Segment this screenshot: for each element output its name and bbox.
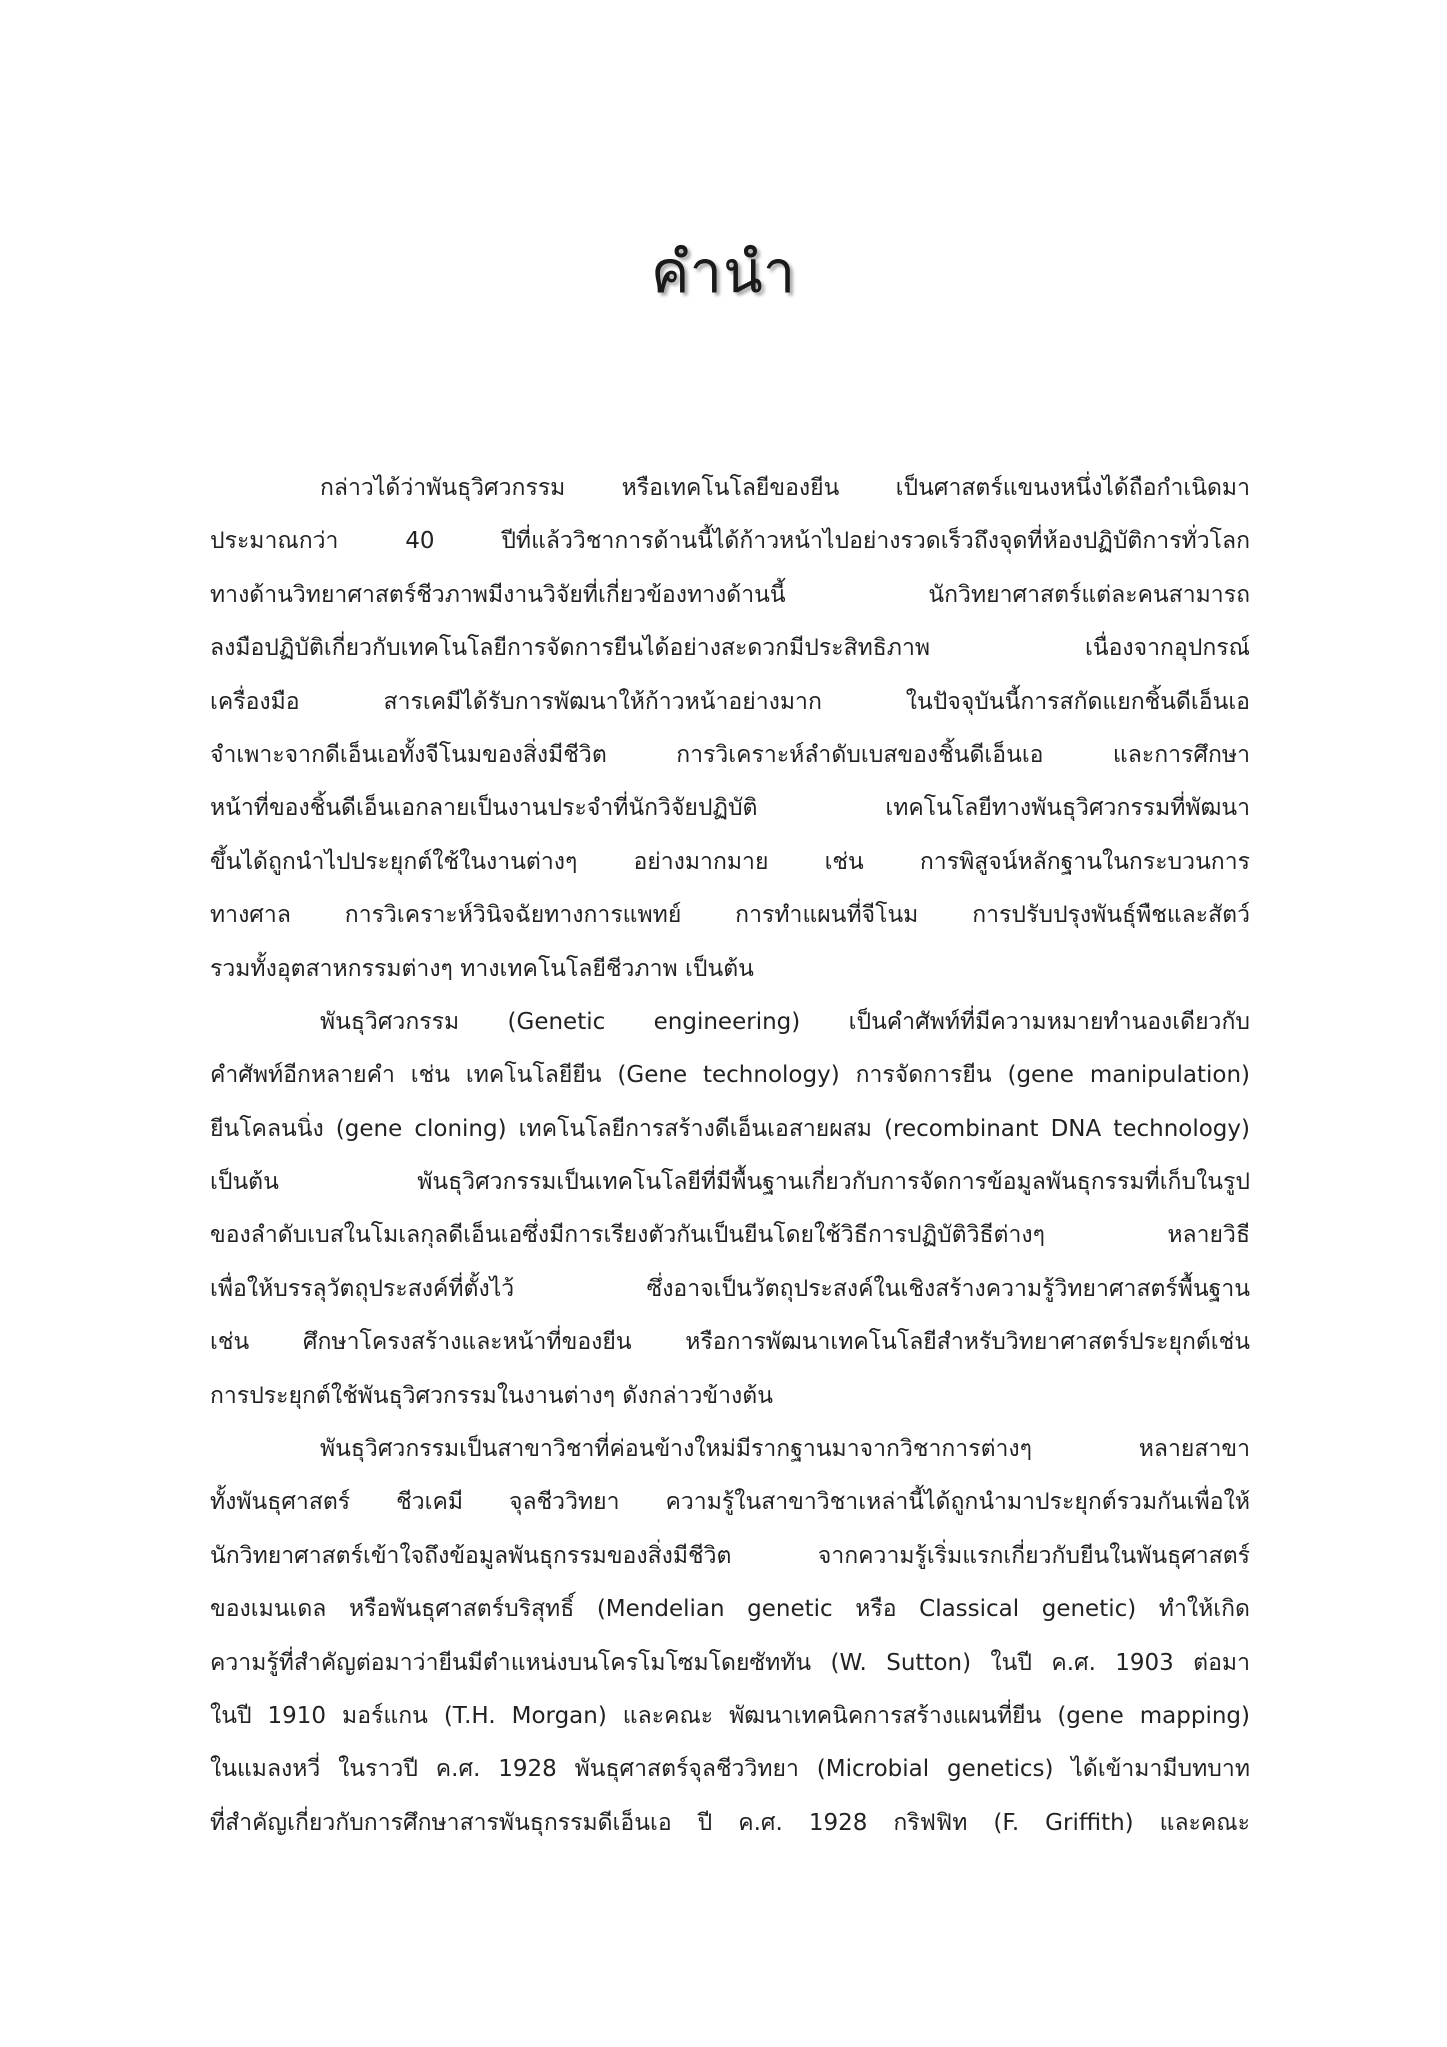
paragraph-line: ทั้งพันธุศาสตร์ ชีวเคมี จุลชีววิทยา ความรู้ในสาขาวิชาเหล่านี้ได้ถูกนำมาประยุกต์รวมกันเพื่อให้ [210, 1489, 1250, 1516]
paragraph-line: ของเมนเดล หรือพันธุศาสตร์บริสุทธิ์ (Mendelian genetic หรือ Classical genetic) ทำให้เกิด [210, 1596, 1250, 1623]
paragraph-line: การประยุกต์ใช้พันธุวิศวกรรมในงานต่างๆ ดังกล่าวข้างต้น [210, 1382, 773, 1409]
paragraph-line: ในแมลงหวี่ ในราวปี ค.ศ. 1928 พันธุศาสตร์จุลชีววิทยา (Microbial genetics) ได้เข้ามามีบทบาท [210, 1756, 1250, 1783]
paragraph-line: ทางด้านวิทยาศาสตร์ชีวภาพมีงานวิจัยที่เกี่ยวข้องทางด้านนี้ นักวิทยาศาสตร์แต่ละคนสามารถ [210, 581, 1250, 608]
paragraph-line: รวมทั้งอุตสาหกรรมต่างๆ ทางเทคโนโลยีชีวภาพ เป็นต้น [210, 955, 754, 982]
paragraph-line: พันธุวิศวกรรมเป็นสาขาวิชาที่ค่อนข้างใหม่มีรากฐานมาจากวิชาการต่างๆ หลายสาขา [320, 1436, 1250, 1463]
paragraph-line: ของลำดับเบสในโมเลกุลดีเอ็นเอซึ่งมีการเรียงตัวกันเป็นยีนโดยใช้วิธีการปฏิบัติวิธีต่างๆ หลายวิธี [210, 1222, 1250, 1249]
paragraph-line: ขึ้นได้ถูกนำไปประยุกต์ใช้ในงานต่างๆ อย่างมากมาย เช่น การพิสูจน์หลักฐานในกระบวนการ [210, 848, 1250, 875]
paragraph-line: จำเพาะจากดีเอ็นเอทั้งจีโนมของสิ่งมีชีวิต การวิเคราะห์ลำดับเบสของชิ้นดีเอ็นเอ และการศึกษา [210, 741, 1250, 768]
paragraph-line: ประมาณกว่า 40 ปีที่แล้ววิชาการด้านนี้ได้ก้าวหน้าไปอย่างรวดเร็วถึงจุดที่ห้องปฏิบัติการทั่วโลก [210, 528, 1250, 555]
page-title: คำนำ [650, 238, 797, 306]
paragraph-line: เพื่อให้บรรลุวัตถุประสงค์ที่ตั้งไว้ ซึ่งอาจเป็นวัตถุประสงค์ในเชิงสร้างความรู้วิทยาศาสตร์พื้นฐาน [210, 1275, 1250, 1302]
paragraph-line: พันธุวิศวกรรม (Genetic engineering) เป็นคำศัพท์ที่มีความหมายทำนองเดียวกับ [320, 1008, 1250, 1035]
paragraph-line: นักวิทยาศาสตร์เข้าใจถึงข้อมูลพันธุกรรมของสิ่งมีชีวิต จากความรู้เริ่มแรกเกี่ยวกับยีนในพันธุศาสตร์ [210, 1542, 1250, 1569]
paragraph-line: ยีนโคลนนิ่ง (gene cloning) เทคโนโลยีการสร้างดีเอ็นเอสายผสม (recombinant DNA technology) [210, 1115, 1250, 1142]
paragraph-line: กล่าวได้ว่าพันธุวิศวกรรม หรือเทคโนโลยีของยีน เป็นศาสตร์แขนงหนึ่งได้ถือกำเนิดมา [320, 475, 1250, 501]
paragraph-line: ที่สำคัญเกี่ยวกับการศึกษาสารพันธุกรรมดีเอ็นเอ ปี ค.ศ. 1928 กริฟฟิท (F. Griffith) และคณะ [210, 1809, 1250, 1836]
body-text [210, 462, 1250, 1850]
paragraph-line: คำศัพท์อีกหลายคำ เช่น เทคโนโลยียีน (Gene technology) การจัดการยีน (gene manipulation) [210, 1062, 1250, 1089]
paragraph-line: หน้าที่ของชิ้นดีเอ็นเอกลายเป็นงานประจำที่นักวิจัยปฏิบัติ เทคโนโลยีทางพันธุวิศวกรรมที่พัฒนา [210, 795, 1250, 822]
paragraph-line: ทางศาล การวิเคราะห์วินิจฉัยทางการแพทย์ การทำแผนที่จีโนม การปรับปรุงพันธุ์พืชและสัตว์ [210, 902, 1250, 929]
paragraph-line: เครื่องมือ สารเคมีได้รับการพัฒนาให้ก้าวหน้าอย่างมาก ในปัจจุบันนี้การสกัดแยกชิ้นดีเอ็นเอ [210, 688, 1250, 715]
paragraph-line: ลงมือปฏิบัติเกี่ยวกับเทคโนโลยีการจัดการยีนได้อย่างสะดวกมีประสิทธิภาพ เนื่องจากอุปกรณ์ [210, 635, 1250, 662]
paragraph-line: เช่น ศึกษาโครงสร้างและหน้าที่ของยีน หรือการพัฒนาเทคโนโลยีสำหรับวิทยาศาสตร์ประยุกต์เช่น [210, 1329, 1250, 1356]
paragraph-line: เป็นต้น พันธุวิศวกรรมเป็นเทคโนโลยีที่มีพื้นฐานเกี่ยวกับการจัดการข้อมูลพันธุกรรมที่เก็บในรูป [210, 1169, 1250, 1196]
paragraph-line: ความรู้ที่สำคัญต่อมาว่ายีนมีตำแหน่งบนโครโมโซมโดยซัททัน (W. Sutton) ในปี ค.ศ. 1903 ต่อมา [210, 1649, 1250, 1676]
paragraph-line: ในปี 1910 มอร์แกน (T.H. Morgan) และคณะ พัฒนาเทคนิคการสร้างแผนที่ยีน (gene mapping) [210, 1702, 1250, 1729]
